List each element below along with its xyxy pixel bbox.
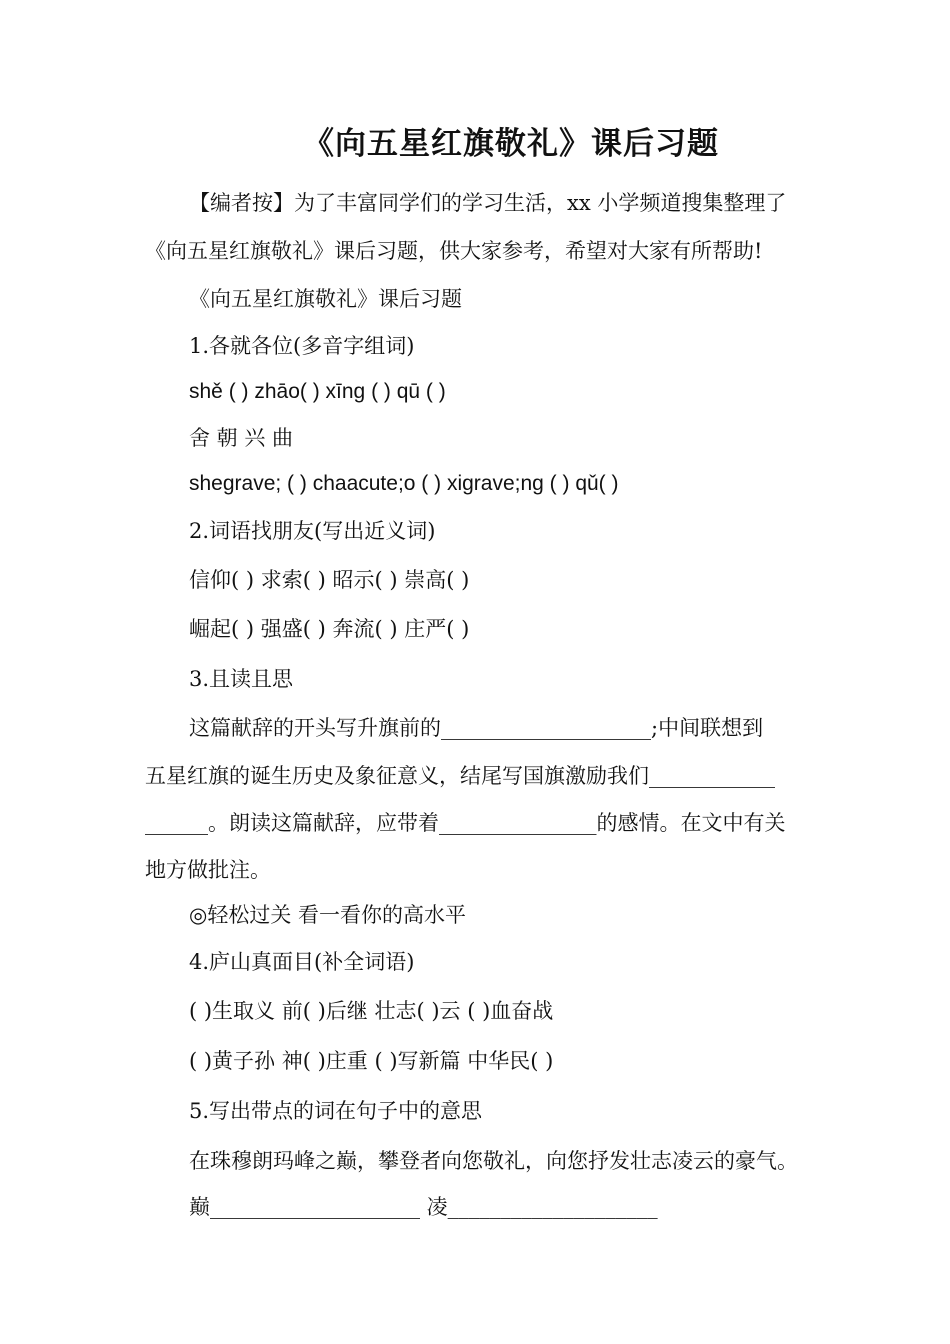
q5-heading: 5.写出带点的词在句子中的意思 [189,1099,483,1123]
q1-pinyin-row-1: shě ( ) zhāo( ) xīng ( ) qū ( ) [189,380,446,403]
q3-heading: 3.且读且思 [189,667,294,691]
q1-pinyin-row-2: shegrave; ( ) chaacute;o ( ) xigrave;ng ( ) qǔ( ) [189,472,619,495]
q2-row-2: 崛起( ) 强盛( ) 奔流( ) 庄严( ) [189,617,470,641]
q1-characters: 舍 朝 兴 曲 [189,426,294,450]
q1-heading: 1.各就各位(多音字组词) [189,334,415,358]
q4-row-2: ( )黄子孙 神( )庄重 ( )写新篇 中华民( ) [189,1049,554,1073]
q3-line-2: 五星红旗的诞生历史及象征意义，结尾写国旗激励我们____________ [145,764,775,788]
q4-row-1: ( )生取义 前( )后继 壮志( )云 ( )血奋战 [189,999,554,1023]
q5-sentence: 在珠穆朗玛峰之巅，攀登者向您敬礼，向您抒发壮志凌云的豪气。 [189,1149,798,1173]
page-title: 《向五星红旗敬礼》课后习题 [303,126,719,162]
section-title: ◎轻松过关 看一看你的高水平 [189,903,466,927]
subtitle: 《向五星红旗敬礼》课后习题 [189,287,462,311]
q3-line-4: 地方做批注。 [145,858,271,882]
q2-heading: 2.词语找朋友(写出近义词) [189,519,436,543]
q3-line-3: ______。朗读这篇献辞，应带着_______________的感情。在文中有关 [145,811,786,835]
intro-line-1: 【编者按】为了丰富同学们的学习生活，xx 小学频道搜集整理了 [189,191,787,215]
q3-line-1: 这篇献辞的开头写升旗前的____________________;中间联想到 [189,716,764,740]
intro-line-2: 《向五星红旗敬礼》课后习题，供大家参考，希望对大家有所帮助! [145,239,763,263]
q4-heading: 4.庐山真面目(补全词语) [189,950,415,974]
q2-row-1: 信仰( ) 求索( ) 昭示( ) 崇高( ) [189,568,470,592]
q5-answer-line: 巅____________________ 凌____________________ [189,1195,658,1219]
